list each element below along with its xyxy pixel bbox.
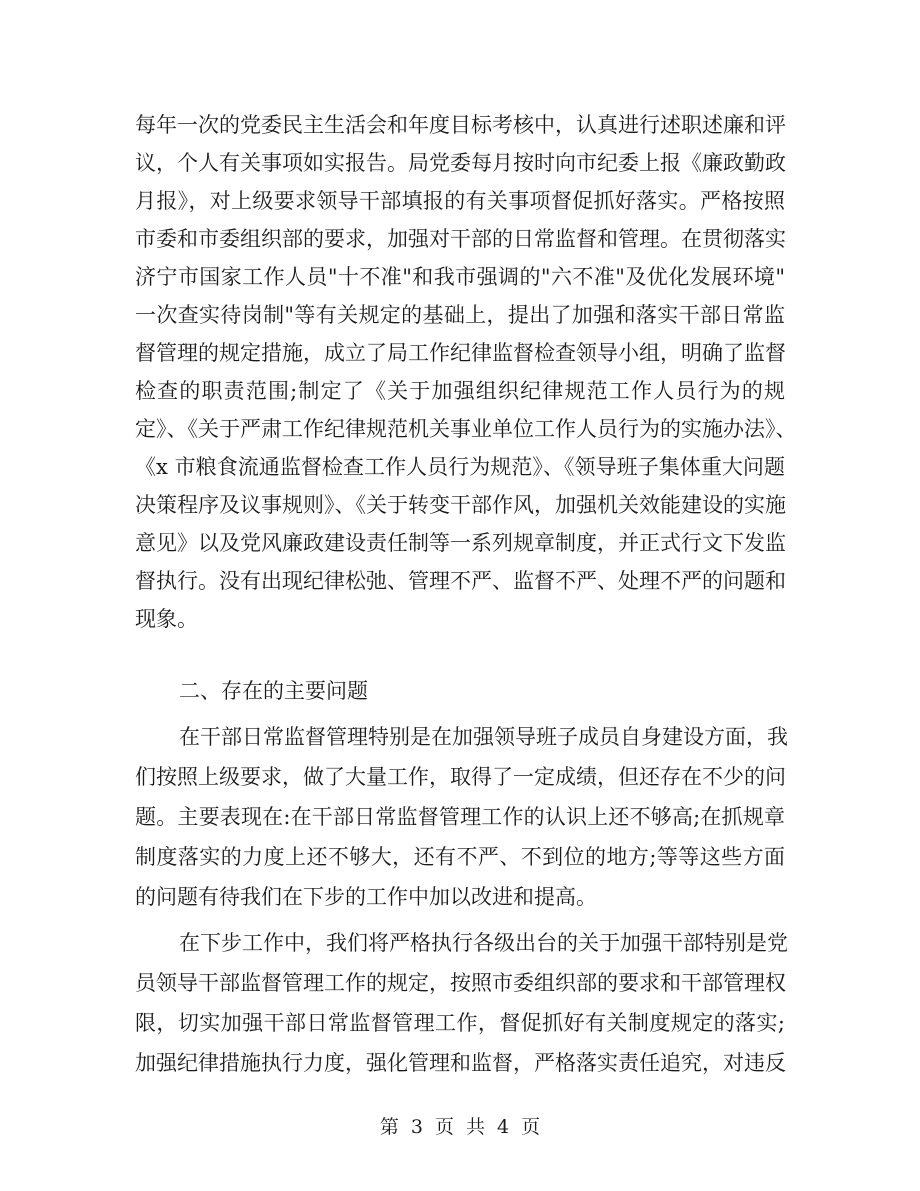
- text-line: 决策程序及议事规则》、《关于转变干部作风，加强机关效能建设的实施: [135, 493, 786, 517]
- text-line: 市委和市委组织部的要求，加强对干部的日常监督和管理。在贯彻落实: [135, 227, 786, 251]
- footer-prefix: 第: [379, 1116, 399, 1138]
- footer-suffix: 页: [521, 1116, 541, 1138]
- text-line: 每年一次的党委民主生活会和年度目标考核中，认真进行述职述廉和评: [135, 113, 786, 137]
- text-line: 在下步工作中，我们将严格执行各级出台的关于加强干部特别是党: [179, 931, 788, 955]
- text-line: 督执行。没有出现纪律松弛、管理不严、监督不严、处理不严的问题和: [135, 569, 786, 593]
- text-line: 现象。: [135, 607, 198, 631]
- text-line: 定》、《关于严肃工作纪律规范机关事业单位工作人员行为的实施办法》、: [135, 417, 797, 441]
- text-line: 加强纪律措施执行力度，强化管理和监督，严格落实责任追究，对违反: [135, 1051, 786, 1075]
- footer-total-word: 共: [466, 1116, 486, 1138]
- text-line: 检查的职责范围;制定了《关于加强组织纪律规范工作人员行为的规: [135, 379, 785, 403]
- text-line: 济宁市国家工作人员"十不准"和我市强调的"六不准"及优化发展环境": [135, 265, 785, 289]
- text-line: 议，个人有关事项如实报告。局党委每月按时向市纪委上报《廉政勤政: [135, 151, 786, 175]
- text-line: 督管理的规定措施，成立了局工作纪律监督检查领导小组，明确了监督: [135, 341, 786, 365]
- current-page-number: 3: [410, 1116, 423, 1138]
- text-line: 月报》，对上级要求领导干部填报的有关事项督促抓好落实。严格按照: [135, 189, 785, 213]
- text-line: 意见》以及党风廉政建设责任制等一系列规章制度，并正式行文下发监: [135, 531, 786, 555]
- footer-page-word: 页: [434, 1116, 454, 1138]
- text-line: 们按照上级要求，做了大量工作，取得了一定成绩，但还存在不少的问: [135, 765, 786, 789]
- text-line: 限，切实加强干部日常监督管理工作，督促抓好有关制度规定的落实;: [135, 1011, 785, 1035]
- text-line: 题。主要表现在:在干部日常监督管理工作的认识上还不够高;在抓规章: [135, 805, 785, 829]
- text-line: 的问题有待我们在下步的工作中加以改进和提高。: [135, 885, 597, 909]
- text-line: 一次查实待岗制"等有关规定的基础上，提出了加强和落实干部日常监: [135, 303, 785, 327]
- page-number-footer: [0, 1112, 920, 1142]
- total-pages-number: 4: [497, 1116, 510, 1138]
- text-line: 制度落实的力度上还不够大，还有不严、不到位的地方;等等这些方面: [135, 845, 785, 869]
- text-line: 员领导干部监督管理工作的规定，按照市委组织部的要求和干部管理权: [135, 971, 786, 995]
- section-heading: 二、存在的主要问题: [179, 679, 368, 703]
- text-line: 《x 市粮食流通监督检查工作人员行为规范》、《领导班子集体重大问题: [135, 455, 785, 479]
- text-line: 在干部日常监督管理特别是在加强领导班子成员自身建设方面，我: [179, 725, 788, 749]
